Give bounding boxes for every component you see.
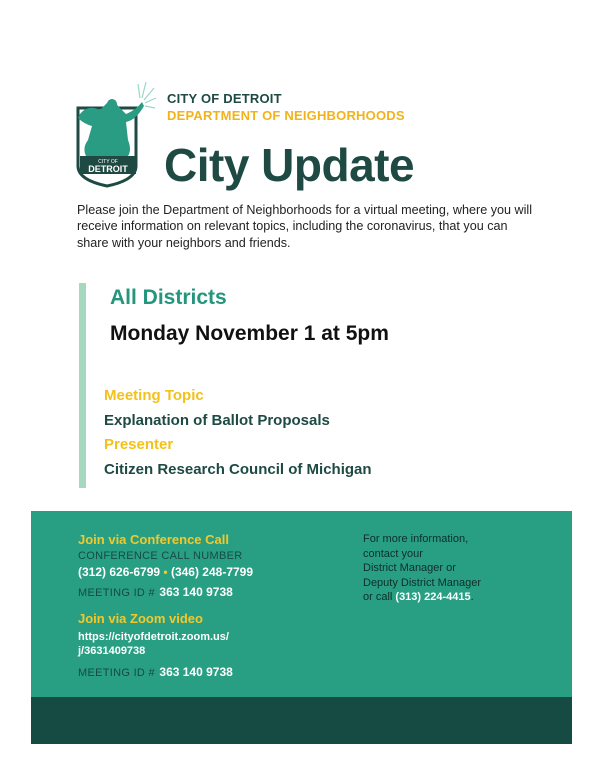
- meeting-topic: Explanation of Ballot Proposals: [104, 412, 330, 429]
- logo-text-top: CITY OF: [98, 159, 118, 165]
- zoom-meeting-id-value: 363 140 9738: [159, 665, 233, 679]
- info-call-prefix: or call: [363, 591, 393, 604]
- footer-band: [31, 697, 572, 744]
- department-name: DEPARTMENT OF NEIGHBORHOODS: [167, 108, 405, 123]
- meeting-topic-label: Meeting Topic: [104, 387, 204, 404]
- conference-phones: [78, 565, 253, 579]
- meeting-date: Monday November 1 at 5pm: [110, 322, 389, 345]
- conference-number-label: CONFERENCE CALL NUMBER: [78, 550, 243, 562]
- conference-meeting-id: [78, 583, 233, 601]
- intro-paragraph: Please join the Department of Neighborhoods for a virtual meeting, where you will receive information on relevant topics, including the coronavirus, that you can share with your neighbors and friends.: [77, 203, 533, 250]
- conference-call-heading: Join via Conference Call: [78, 532, 229, 547]
- zoom-meeting-id: [78, 663, 233, 681]
- info-line-4: Deputy District Manager: [363, 576, 481, 589]
- presenter-label: Presenter: [104, 436, 174, 453]
- info-suffix: .: [470, 591, 474, 604]
- info-phone[interactable]: (313) 224-4415: [395, 591, 471, 604]
- info-line-1: For more information,: [363, 533, 469, 545]
- zoom-meeting-id-label: MEETING ID #: [78, 667, 155, 679]
- info-line-3: District Manager or: [363, 562, 456, 575]
- meeting-id-value: 363 140 9738: [159, 585, 233, 599]
- info-line-5: [363, 590, 553, 605]
- city-name: CITY OF DETROIT: [167, 91, 282, 106]
- accent-bar: [79, 283, 86, 488]
- info-line-2: contact your: [363, 547, 423, 560]
- zoom-link[interactable]: https://cityofdetroit.zoom.us/ j/3631409738: [78, 631, 229, 657]
- presenter: Citizen Research Council of Michigan: [104, 461, 372, 478]
- more-info-block: [363, 532, 553, 605]
- meeting-id-label: MEETING ID #: [78, 587, 155, 599]
- phone-separator: •: [163, 565, 168, 579]
- districts-heading: All Districts: [110, 286, 227, 309]
- page-title: City Update: [164, 139, 415, 191]
- logo-text-bottom: DETROIT: [88, 164, 128, 174]
- conference-phone-1[interactable]: (312) 626-6799: [78, 565, 161, 579]
- spirit-of-detroit-icon: [66, 80, 156, 188]
- conference-phone-2[interactable]: (346) 248-7799: [170, 565, 254, 579]
- city-of-detroit-logo: [66, 80, 156, 188]
- zoom-heading: Join via Zoom video: [78, 611, 203, 626]
